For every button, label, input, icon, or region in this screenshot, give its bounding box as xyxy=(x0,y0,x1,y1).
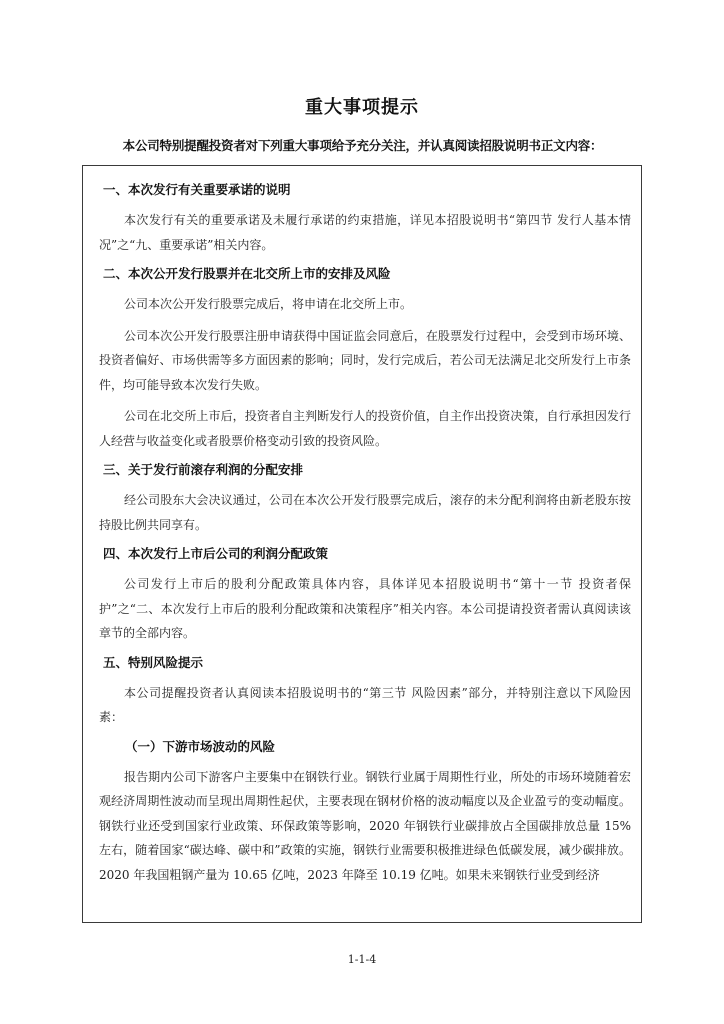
notice-box xyxy=(82,165,642,923)
page-number: 1-1-4 xyxy=(347,953,377,966)
intro-notice: 本公司特别提醒投资者对下列重大事项给予充分关注，并认真阅读招股说明书正文内容： xyxy=(122,138,603,153)
section-1-paragraph-1: 本次发行有关的重要承诺及未履行承诺的约束措施，详见本招股说明书“第四节 发行人基本情况”之“九、重要承诺”相关内容。 xyxy=(99,213,631,252)
section-2-paragraph-3: 公司在北交所上市后，投资者自主判断发行人的投资价值，自主作出投资决策，自行承担因发行人经营与收益变化或者股票价格变动引致的投资风险。 xyxy=(99,409,631,448)
section-5-heading: 五、特别风险提示 xyxy=(103,654,204,670)
section-5-paragraph-1: 本公司提醒投资者认真阅读本招股说明书的“第三节 风险因素”部分，并特别注意以下风险因素： xyxy=(99,685,631,724)
section-3-heading: 三、关于发行前滚存利润的分配安排 xyxy=(103,462,304,477)
section-3-paragraph-1: 经公司股东大会决议通过，公司在本次公开发行股票完成后，滚存的未分配利润将由新老股东按持股比例共同享有。 xyxy=(99,493,631,532)
subsection-1-heading: （一）下游市场波动的风险 xyxy=(125,738,276,754)
section-2-heading: 二、本次公开发行股票并在北交所上市的安排及风险 xyxy=(103,266,391,281)
subsection-1-paragraph-1: 报告期内公司下游客户主要集中在钢铁行业。钢铁行业属于周期性行业，所处的市场环境随着宏观经济周期性波动而呈现出周期性起伏，主要表现在钢材价格的波动幅度以及企业盈亏的变动幅度。钢铁行业还受到国家行业政策、环保政策等影响，2020 年钢铁行业碳排放占全国碳排放总量 15%左右，随着国家“碳达峰、碳中和”政策的实施，钢铁行业需要积极推进绿色低碳发展，减少碳排放。2020 年我国粗钢产量为 10.65 亿吨，2023 年降至 10.19 亿吨。如果未来钢铁行业受到经济 xyxy=(99,769,631,882)
page-title: 重大事项提示 xyxy=(305,97,419,118)
section-1-heading: 一、本次发行有关重要承诺的说明 xyxy=(103,182,291,197)
section-2-paragraph-1: 公司本次公开发行股票完成后，将申请在北交所上市。 xyxy=(124,297,413,311)
section-2-paragraph-2: 公司本次公开发行股票注册申请获得中国证监会同意后，在股票发行过程中，会受到市场环境、投资者偏好、市场供需等多方面因素的影响；同时，发行完成后，若公司无法满足北交所发行上市条件，均可能导致本次发行失败。 xyxy=(99,328,631,392)
section-4-paragraph-1: 公司发行上市后的股利分配政策具体内容，具体详见本招股说明书“第十一节 投资者保护”之“二、本次发行上市后的股利分配政策和决策程序”相关内容。本公司提请投资者需认真阅读该章节的全部内容。 xyxy=(99,577,631,640)
section-4-heading: 四、本次发行上市后公司的利润分配政策 xyxy=(103,546,329,561)
